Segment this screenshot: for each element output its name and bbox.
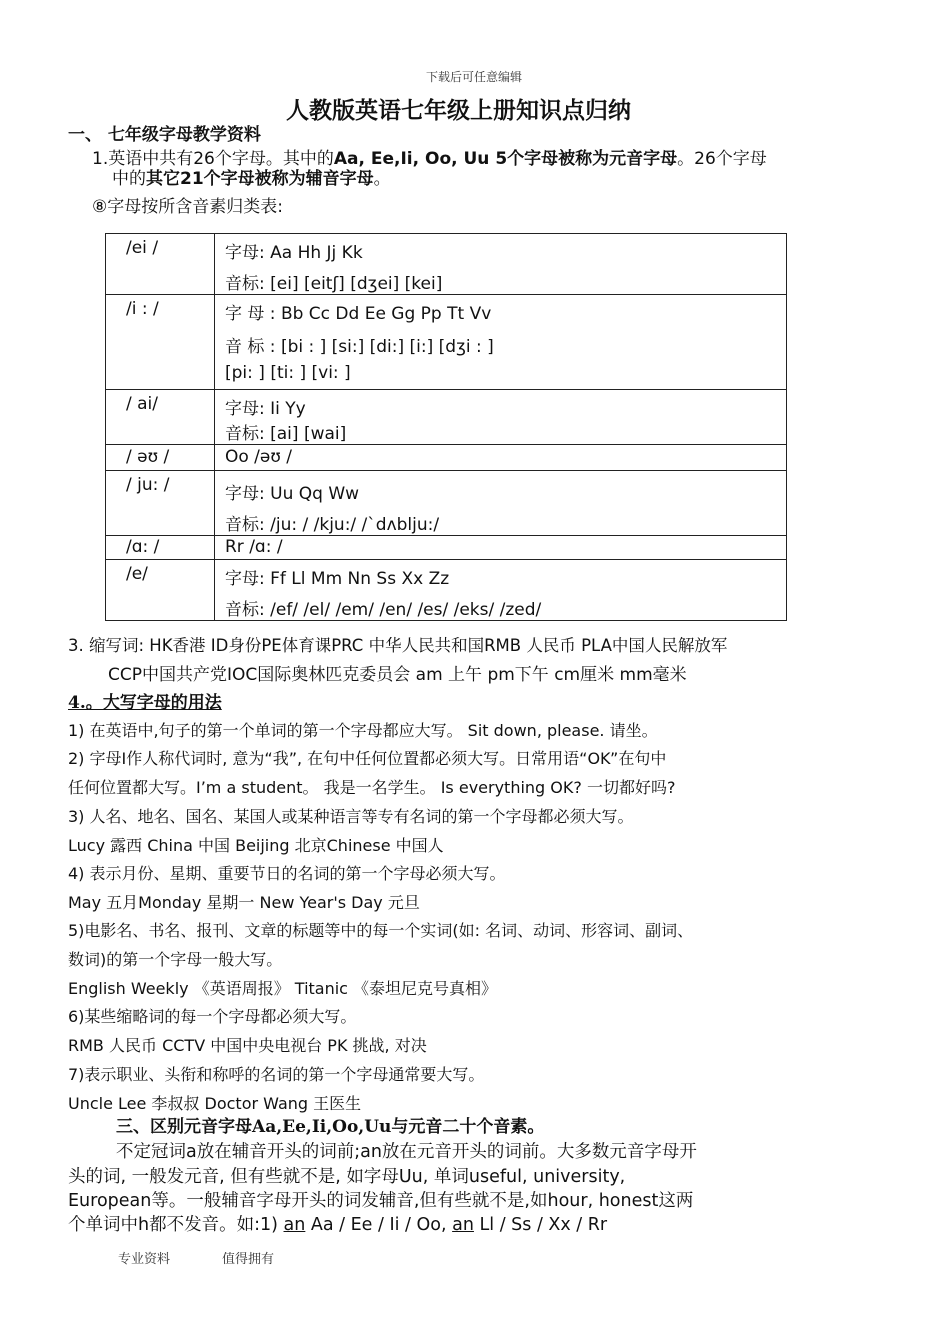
row-line: 音标: /ju: / /kju:/ /`dʌblju:/ [225, 515, 440, 535]
row-line: 字母: Ff Ll Mm Nn Ss Xx Zz [225, 569, 450, 589]
page-header-note: 下载后可任意编辑 [426, 70, 523, 84]
item1-text-c: 。26个字母 [677, 149, 767, 169]
row-line: 音标: [ai] [wai] [225, 424, 347, 444]
item1-bold-vowels: Aa, Ee,Ii, Oo, Uu 5个字母被称为元音字母 [333, 149, 678, 169]
table-row [106, 295, 787, 390]
table-row [106, 471, 787, 536]
table-row [106, 560, 787, 621]
section4-line: 任何位置都大写。I’m a student。 我是一名学生。 Is everything OK? 一切都好吗? [68, 778, 676, 797]
row-sound: / ju: / [106, 471, 215, 536]
footer-left: 专业资料 [118, 1252, 171, 1267]
row-line: 字母: Uu Qq Ww [225, 484, 360, 504]
row-sound: /ei / [106, 234, 215, 295]
section4-line: 4) 表示月份、星期、重要节日的名词的第一个字母必须大写。 [68, 864, 506, 883]
row-line: 字母: Ii Yy [225, 399, 306, 419]
row-content [215, 234, 787, 295]
row-sound: /e/ [106, 560, 215, 621]
article-an-2: an [452, 1215, 474, 1235]
row-content [215, 445, 787, 471]
section-three-line: 不定冠词a放在辅音开头的词前;an放在元音开头的词前。大多数元音字母开 [116, 1142, 697, 1162]
section4-line: 2) 字母I作人称代词时, 意为“我”, 在句中任何位置都必须大写。日常用语“OK”在句中 [68, 749, 667, 768]
section4-line: RMB 人民币 CCTV 中国中央电视台 PK 挑战, 对决 [68, 1036, 427, 1055]
row-line: 字母: Aa Hh Jj Kk [225, 243, 363, 263]
section4-line: English Weekly 《英语周报》 Titanic 《泰坦尼克号真相》 [68, 979, 498, 998]
item1-text-a: 1.英语中共有26个字母。其中的 [92, 149, 334, 169]
section4-line: 3) 人名、地名、国名、某国人或某种语言等专有名词的第一个字母都必须大写。 [68, 807, 634, 826]
row-content [215, 295, 787, 390]
row-content [215, 536, 787, 560]
section4-line: Uncle Lee 李叔叔 Doctor Wang 王医生 [68, 1094, 362, 1113]
footer-right: 值得拥有 [222, 1252, 275, 1267]
abbreviations-line1: 3. 缩写词: HK香港 ID身份PE体育课PRC 中华人民共和国RMB 人民币 PLA中国人民解放军 [68, 636, 728, 655]
item1-line2-c: 。 [373, 169, 391, 189]
abbreviations-line2: CCP中国共产党IOC国际奥林匹克委员会 am 上午 pm下午 cm厘米 mm毫米 [108, 665, 687, 685]
section1-item1-line2 [112, 164, 391, 189]
section-three-heading: 三、区别元音字母Aa,Ee,Ii,Oo,Uu与元音二十个音素。 [116, 1117, 545, 1137]
row-content [215, 471, 787, 536]
page-title: 人教版英语七年级上册知识点归纳 [286, 97, 631, 124]
article-an-1: an [283, 1215, 306, 1235]
row-line: 音标: [ei] [eitʃ] [dʒei] [kei] [225, 274, 443, 294]
table-row [106, 445, 787, 471]
phoneme-table [105, 233, 787, 621]
table-row [106, 390, 787, 445]
section4-line: 7)表示职业、头衔和称呼的名词的第一个字母通常要大写。 [68, 1065, 485, 1084]
item1-bold-consonants: 其它21个字母被称为辅音字母 [146, 169, 374, 189]
row-sound: /ɑ: / [106, 536, 215, 560]
row-line: Rr /ɑ: / [225, 537, 283, 557]
row-line: 音 标 : [bi : ] [si:] [di:] [i:] [dʒi : ] [225, 337, 494, 357]
section4-line: 5)电影名、书名、报刊、文章的标题等中的每一个实词(如: 名词、动词、形容词、副词、 [68, 921, 694, 940]
row-line: 字 母 : Bb Cc Dd Ee Gg Pp Tt Vv [225, 304, 492, 324]
row-sound: /i : / [106, 295, 215, 390]
last-line-text-a: 个单词中h都不发音。如:1) [68, 1215, 284, 1235]
row-content [215, 560, 787, 621]
item1-line2-a: 中的 [112, 169, 146, 189]
section4-line: 6)某些缩略词的每一个字母都必须大写。 [68, 1007, 357, 1026]
last-line-text-c: Ll / Ss / Xx / Rr [473, 1215, 608, 1235]
row-line: 音标: /ef/ /el/ /em/ /en/ /es/ /eks/ /zed/ [225, 600, 542, 620]
section-three-line: European等。一般辅音字母开头的词发辅音,但有些就不是,如hour, honest这两 [68, 1191, 694, 1211]
section4-line: 数词)的第一个字母一般大写。 [68, 950, 283, 969]
row-sound: / əʊ / [106, 445, 215, 471]
last-line-text-b: Aa / Ee / Ii / Oo, [305, 1215, 453, 1235]
section-three-line: 头的词, 一般发元音, 但有些就不是, 如字母Uu, 单词useful, university, [68, 1167, 626, 1187]
row-line: [pi: ] [ti: ] [vi: ] [225, 363, 351, 383]
section1-item2: ⑧字母按所含音素归类表: [92, 197, 283, 217]
table-row [106, 536, 787, 560]
section4-line: 1) 在英语中,句子的第一个单词的第一个字母都应大写。 Sit down, please. 请坐。 [68, 721, 658, 740]
row-sound: / ai/ [106, 390, 215, 445]
row-content [215, 390, 787, 445]
row-line: Oo /əʊ / [225, 447, 293, 467]
section-three-last-line [68, 1211, 607, 1236]
table-row [106, 234, 787, 295]
section4-heading: 4.。大写字母的用法 [68, 693, 222, 713]
section1-heading: 一、 七年级字母教学资料 [68, 125, 261, 145]
section4-line: May 五月Monday 星期一 New Year's Day 元旦 [68, 893, 420, 912]
section4-line: Lucy 露西 China 中国 Beijing 北京Chinese 中国人 [68, 836, 444, 855]
